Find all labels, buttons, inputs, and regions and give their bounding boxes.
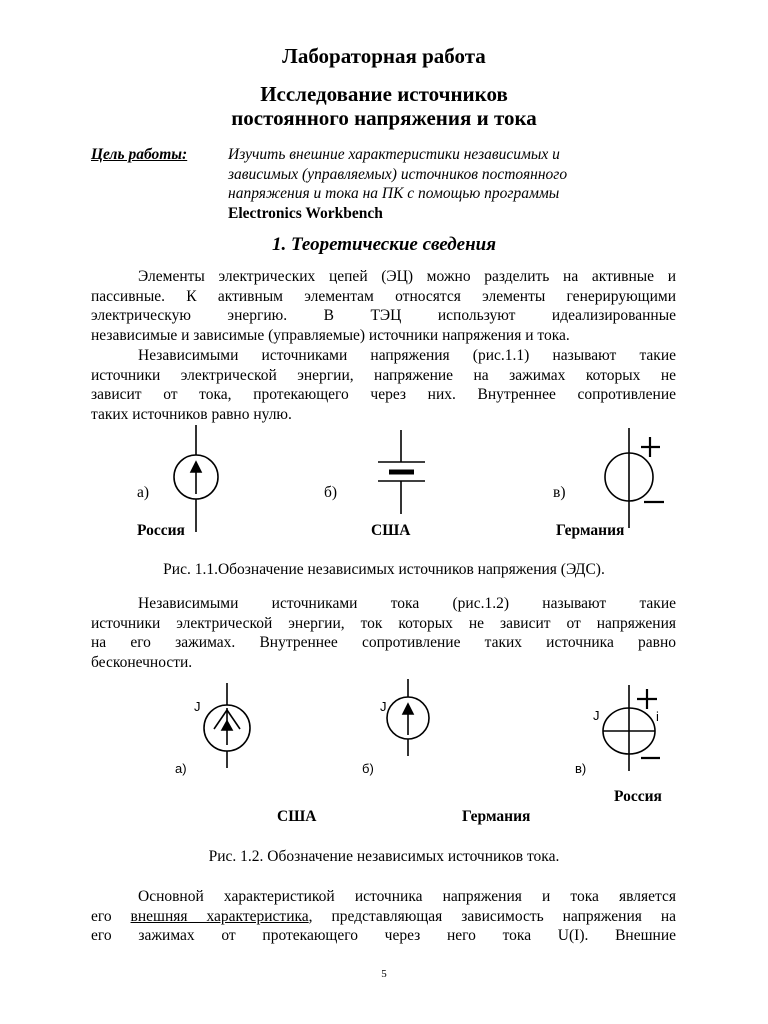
goal-program-name: Electronics Workbench	[228, 204, 383, 222]
current-symbol-i: i	[656, 709, 659, 724]
country-label: Россия	[614, 788, 662, 805]
text-line: бесконечности.	[91, 653, 193, 671]
country-label: США	[277, 808, 317, 825]
text-line: пассивные. К активным элементам относятся элементы генерирующими	[91, 287, 676, 305]
text-line: его зажимах от протекающего через него тока U(I). Внешние	[91, 927, 676, 944]
text-fragment: , представляющая зависимость напряжения на	[308, 907, 676, 925]
text-line: зависит от тока, протекающего через них. Внутреннее сопротивление	[91, 386, 676, 403]
text-fragment: его	[91, 907, 131, 925]
current-symbol-j: J	[380, 699, 387, 714]
figure-label-a: а)	[137, 484, 150, 501]
figure-1-2-caption: Рис. 1.2. Обозначение независимых источников тока.	[208, 848, 560, 865]
paragraph-4	[91, 887, 676, 946]
text-line: Независимыми источниками напряжения (рис.1.1) называют такие	[138, 347, 676, 364]
figure-label-c: в)	[553, 484, 566, 501]
current-symbol-j: J	[194, 699, 201, 714]
figure-label-b: б)	[324, 484, 338, 501]
text-line: электрическую энергию. В ТЭЦ используют идеализированные	[91, 307, 676, 324]
figure-label-b: б)	[362, 761, 374, 776]
current-source-usa-icon	[204, 683, 250, 768]
goal-line: зависимых (управляемых) источников постоянного	[228, 165, 568, 183]
text-line: Независимыми источниками тока (рис.1.2) называют такие	[138, 595, 676, 612]
country-label: Германия	[462, 808, 531, 825]
text-line	[91, 907, 676, 927]
figure-label-a: а)	[175, 761, 187, 776]
country-label: Германия	[556, 522, 625, 539]
section-heading: 1. Теоретические сведения	[271, 234, 496, 255]
goal-line: напряжения и тока на ПК с помощью программы	[228, 185, 560, 202]
text-line: источники электрической энергии, ток которых не зависит от напряжения	[91, 614, 676, 632]
text-line: независимые и зависимые (управляемые) источники напряжения и тока.	[91, 326, 570, 344]
text-line: Элементы электрических цепей (ЭЦ) можно разделить на активные и	[138, 268, 676, 285]
text-line: Основной характеристикой источника напряжения и тока является	[138, 888, 676, 905]
term-external-characteristic: внешняя характеристика	[130, 907, 309, 925]
subtitle-line-2: постоянного напряжения и тока	[231, 106, 537, 130]
goal-line: Изучить внешние характеристики независимых и	[228, 146, 560, 163]
page-number: 5	[381, 968, 387, 980]
text-line: источники электрической энергии, напряжение на зажимах которых не	[91, 366, 676, 384]
current-symbol-j: J	[593, 708, 600, 723]
country-label: Россия	[137, 522, 185, 539]
text-line: на его зажимах. Внутреннее сопротивление таких источника равно	[91, 634, 676, 651]
goal-label: Цель работы:	[91, 146, 188, 163]
page-title: Лабораторная работа	[282, 44, 486, 68]
text-line: таких источников равно нулю.	[91, 405, 292, 423]
country-label: США	[371, 522, 411, 539]
subtitle-line-1: Исследование источников	[260, 82, 508, 106]
current-source-germany-icon	[387, 679, 429, 756]
figure-1-1-caption: Рис. 1.1.Обозначение независимых источников напряжения (ЭДС).	[163, 561, 605, 578]
figure-label-c: в)	[575, 761, 587, 776]
current-source-russia-icon	[603, 685, 660, 771]
